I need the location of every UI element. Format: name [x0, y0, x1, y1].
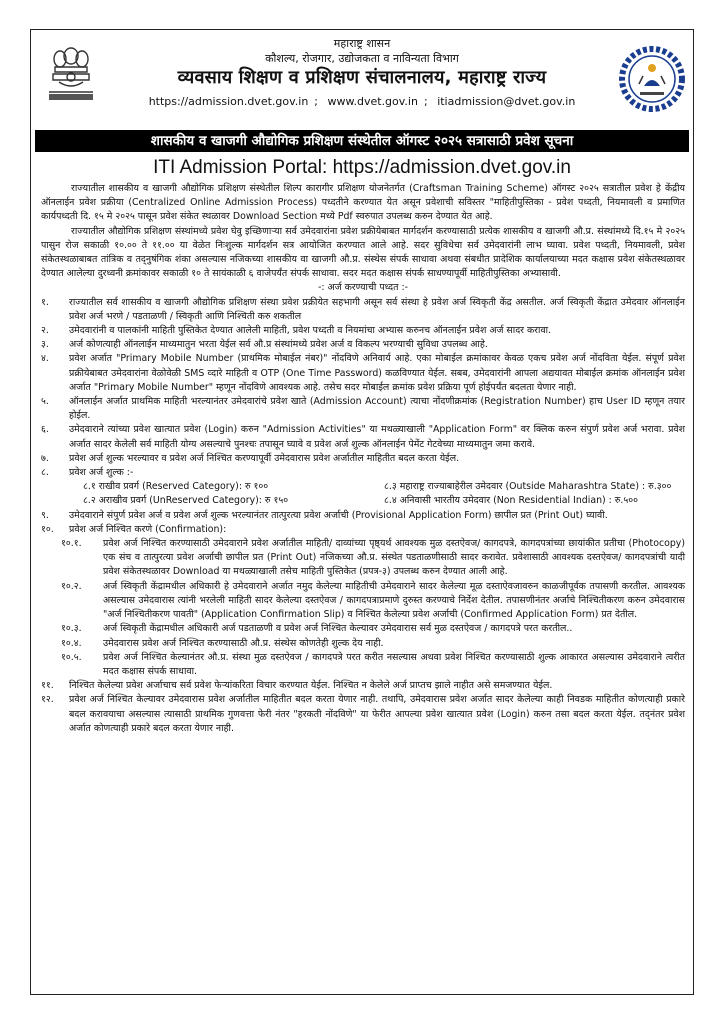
item-text: ऑनलाईन अर्जात प्राथमिक माहिती भरल्यानंतर उमेदवारांचे प्रवेश खाते (Admission Account) त्याचा नोंदणीक्रमांक (Registration Number) हाच User ID म्हणून तयार होईल. [69, 396, 685, 422]
list-item [41, 352, 685, 395]
contact-links [121, 94, 603, 110]
item-text: प्रवेश अर्ज निश्चित करणे (Confirmation): [69, 523, 227, 535]
guidance-paragraph: राज्यातील औद्योगिक प्रशिक्षण संस्थांमध्ये प्रवेश घेवु इच्छिणाऱ्या सर्व उमेदवारांना प्रवेश प्रक्रीयेबाबत मार्गदर्शन करण्यासाठी प्रत्येक शासकीय व खाजगी औ.प्र. संस्थांमध्ये दि.१५ मे २०२५ पासुन रोज सकाळी १०.०० ते ११.०० या वेळेत निःशुल्क मार्गदर्शन सत्र आयोजित करण्यात आले आहे. सदर सुविधेचा सर्व उमेदवारांनी लाभ घ्यावा. प्रवेश पध्दती, नियमावली, प्रवेश संकेतस्थळाबाबत तांत्रिक व तद्नुषंगिक शंका असल्यास नजिकच्या शासकीय वा खाजगी औ.प्र. संस्थेस संपर्क साधावा अथवा संबधीत प्रादेशिक कार्यालयाच्या मदत कक्षास प्रवेश संकेतस्थळावर देण्यात आलेल्या दुरध्वनी क्रमांकावर सकाळी १० ते सायंकाळी ६ वाजेपर्यंत संपर्क साधावा. सदर मदत कक्षास संपर्क साधण्यापूर्वी माहितीपुस्तिका अभ्यासावी. [41, 225, 685, 280]
item-text: राज्यातील सर्व शासकीय व खाजगी औद्योगिक प्रशिक्षण संस्था प्रवेश प्रक्रीयेत सहभागी असून सर्व संस्था हे प्रवेश अर्ज स्विकृती केंद्र असतील. अर्ज स्विकृती केंद्रात उमेदवार ऑनलाईन प्रवेश अर्ज भरणे / पडताळणी / स्विकृती आणि निश्चिती करु शकतील [69, 296, 685, 322]
dvet-link[interactable]: www.dvet.gov.in [327, 95, 418, 108]
sub-item-text: अर्ज स्विकृती केंद्रामधील अधिकारी हे उमेदवाराने अर्जात नमुद केलेल्या माहितीची उमेदवाराने सादर केलेल्या मूळ दस्ताऐवजावरुन काळजीपूर्वक तपासणी करतील. आवश्यक असल्यास उमेदवारास त्यांनी भरलेली माहिती सादर केलेल्या दस्तऐवज / कागदपत्राप्रमाणे दुरुस्त करण्याचे निर्देश देतील. तपासणीनंतर अर्जाचे निश्चितीकरण करुन उमेदवारास "अर्ज निश्चितीकरण पावती" (Application Confirmation Slip) व निश्चित केलेल्या प्रवेश अर्जाची (Confirmed Application Form) प्रत देतील. [103, 580, 685, 621]
item-number: १. [41, 296, 49, 308]
item-number: ८. [41, 467, 49, 479]
method-heading: -: अर्ज करण्याची पध्दत :- [317, 282, 409, 294]
list-item [41, 466, 685, 480]
department-name: कौशल्य, रोजगार, उद्योजकता व नाविन्यता विभाग [265, 52, 459, 65]
sub-item-number: १०.१. [61, 538, 82, 550]
state-emblem-icon [43, 42, 99, 106]
list-item [41, 324, 685, 338]
sub-item-text: प्रवेश अर्ज निश्चित करण्यासाठी उमेदवाराने प्रवेश अर्जातील माहिती/ दाव्यांच्या पृष्ठ्यर्थ आवश्यक मुळ दस्तऐवज/ कागदपत्रे, कागदपत्रांच्या छायांकीत प्रतीचा (Photocopy) एक संच व तात्पुरत्या प्रवेश अर्जाची छापील प्रत (Print Out) नजिकच्या औ.प्र. संस्थेत पडताळणीसाठी सादर करावेत. प्रवेशासाठी आवश्यक दस्तऐवज/ कागदपत्रांची यादी प्रवेश संकेतस्थळावर Download या मथळ्याखाली तसेच माहिती पुस्तिकेत (प्रपत्र-३) उपलब्ध करुन देण्यात आली आहे. [103, 538, 685, 578]
sub-list-item [41, 537, 685, 580]
list-item [41, 679, 685, 693]
sub-item-number: १०.३. [61, 623, 82, 635]
sub-item-text: उमेदवारास प्रवेश अर्ज निश्चित करण्यासाठी औ.प्र. संस्थेस कोणतेही शुल्क देय नाही. [103, 637, 384, 649]
fee-nri: ८.४ अनिवासी भारतीय उमेदवार (Non Residential Indian) : रु.५०० [384, 495, 638, 507]
admission-link[interactable]: https://admission.dvet.gov.in [148, 95, 309, 108]
fee-reserved: ८.१ राखीव प्रवर्ग (Reserved Category): रु १०० [83, 481, 269, 493]
fee-outside-state: ८.३ महाराष्ट्र राज्याबाहेरील उमेदवार (Outside Maharashtra State) : रु.३०० [384, 481, 672, 493]
list-item [41, 452, 685, 466]
item-number: ११. [41, 680, 54, 692]
sub-list-item [41, 622, 685, 636]
item-number: ४. [41, 353, 49, 365]
notice-title-banner: शासकीय व खाजगी औद्योगिक प्रशिक्षण संस्थेतील ऑगस्ट २०२५ सत्रासाठी प्रवेश सूचना [35, 130, 689, 152]
list-item [41, 296, 685, 324]
list-item [41, 509, 685, 523]
notice-page [30, 29, 694, 995]
email-link[interactable]: itiadmission@dvet.gov.in [437, 95, 576, 108]
item-text: प्रवेश अर्ज निश्चित केल्यावर उमेदवारास प्रवेश अर्जातील माहितीत बदल करता येणार नाही. तथापि, उमेदवारास प्रवेश अर्जात सादर केलेल्या काही निवडक माहितीत कोणत्याही प्रकारे बदल करावयाचा असल्यास त्यासाठी प्राथमिक गुणवत्ता फेरी नंतर "हरकती नोंदविणे" या फेरीत आपल्या प्रवेश खात्यात प्रवेश (Login) करुन तसा बदल करता येईल. तद्नंतर प्रवेश अर्जात कोणत्याही प्रकारे बदल करता येणार नाही. [69, 694, 685, 734]
item-number: ५. [41, 396, 49, 408]
item-text: निश्चित केलेल्या प्रवेश अर्जाचाच सर्व प्रवेश फेऱ्यांकरिता विचार करण्यात येईल. निश्चित न केलेले अर्ज प्राप्तच झाले नाहीत असे समजण्यात येईल. [69, 680, 553, 692]
item-text: प्रवेश अर्जात "Primary Mobile Number (प्राथमिक मोबाईल नंबर)" नोंदविणे अनिवार्य आहे. एका मोबाईल क्रमांकावर केवळ एकच प्रवेश अर्ज नोंदविता येईल. संपूर्ण प्रवेश प्रक्रीयेबाबत उमेदवारांना वेळोवेळी SMS व्दारे माहिती व OTP (One Time Password) कळविण्यात येईल. सबब, उमेदवारांनी आपला अद्ययावत मोबाईल क्रमांक ऑनलाईन प्रवेश अर्जात "Primary Mobile Number" म्हणून नोंदविणे आवश्यक आहे. तसेच सदर मोबाईल क्रमांक प्रवेश प्रक्रिया पूर्ण होईपर्यंत बदलता येणार नाही. [69, 353, 685, 393]
list-item [41, 423, 685, 451]
sub-item-number: १०.५. [61, 651, 82, 663]
notice-header [31, 30, 693, 128]
item-number: ९. [41, 509, 49, 521]
item-number: ६. [41, 424, 49, 436]
item-number: २. [41, 325, 49, 337]
item-number: १०. [41, 523, 54, 535]
item-text: उमेदवारांनी व पालकांनी माहिती पुस्तिकेत देण्यात आलेली माहिती, प्रवेश पध्दती व नियमांचा अभ्यास करुनच ऑनलाईन प्रवेश अर्ज सादर करावा. [69, 325, 552, 337]
sub-list-item [41, 637, 685, 651]
item-text: उमेदवाराने संपुर्ण प्रवेश अर्ज व प्रवेश अर्ज शुल्क भरल्यानंतर तात्पुरत्या प्रवेश अर्जाची (Provisional Application Form) छापील प्रत (Print Out) घ्यावी. [69, 509, 608, 521]
item-text: उमेदवाराने त्यांच्या प्रवेश खात्यात प्रवेश (Login) करुन "Admission Activities" या मथळ्याखाली "Application Form" वर क्लिक करुन संपुर्ण प्रवेश अर्ज भरावा. प्रवेश अर्जात सादर केलेली सर्व माहिती योग्य असल्याचे पुनश्चः तपासून घ्यावे व प्रवेश अर्ज शुल्क ऑनलाईन पेमेंट गेटवेच्या माध्यमातुन जमा करावे. [69, 424, 685, 450]
list-item [41, 693, 685, 736]
separator: ; [423, 95, 428, 108]
sub-item-text: प्रवेश अर्ज निश्चित केल्यानंतर औ.प्र. संस्था मुळ दस्तऐवज / कागदपत्रे परत करीत नसल्यास अथवा प्रवेश निश्चित करण्यासाठी शुल्क आकारत असल्यास उमेदवाराने त्वरीत मदत कक्षास संपर्क साधावा. [103, 651, 685, 677]
intro-paragraph: राज्यातील शासकीय व खाजगी औद्योगिक प्रशिक्षण संस्थेतील शिल्प कारागीर प्रशिक्षण योजनेतर्गत (Craftsman Training Scheme) ऑगस्ट २०२५ सत्रातील प्रवेश हे केंद्रीय ऑनलाईन प्रवेश प्रक्रीया (Centralized Online Admission Process) पध्दतीने करण्यात येत असून प्रवेशाची सविस्तर "माहितीपुस्तिका - प्रवेश पध्दती, नियमावली व प्रमाणित कार्यपध्दती दि. १५ मे २०२५ पासून प्रवेश संकेत स्थळावर Download Section मध्ये Pdf स्वरुपात उपलब्ध करुन देण्यात येत आहे. [41, 183, 685, 223]
item-text: प्रवेश अर्ज शुल्क भरल्यावर व प्रवेश अर्ज निश्चित करण्यापूर्वी उमेदवारास प्रवेश अर्जातील माहितीत बदल करता येईल. [69, 452, 460, 464]
directorate-name: व्यवसाय शिक्षण व प्रशिक्षण संचालनालय, महाराष्ट्र राज्य [177, 67, 547, 88]
item-text: अर्ज कोणत्याही ऑनलाईन माध्यमातुन भरता येईल सर्व औ.प्र संस्थांमध्ये प्रवेश अर्ज व विकल्प भरण्याची सुविधा उपलब्ध आहे. [69, 339, 488, 351]
list-item [41, 523, 685, 537]
government-name: महाराष्ट्र शासन [333, 37, 391, 50]
item-number: ३. [41, 339, 49, 351]
item-number: ७. [41, 452, 49, 464]
list-item [41, 395, 685, 423]
separator: ; [314, 95, 319, 108]
sub-item-number: १०.४. [61, 637, 82, 649]
sub-item-number: १०.२. [61, 580, 82, 592]
dvet-logo-icon [619, 46, 685, 112]
fee-table [41, 480, 685, 508]
notice-body [31, 182, 693, 736]
list-item [41, 338, 685, 352]
sub-item-text: अर्ज स्विकृती केंद्रामधील अधिकारी अर्ज पडताळणी व प्रवेश अर्ज निश्चित केल्यावर उमेदवारास सर्व मुळ दस्तऐवज / कागदपत्रे परत करतील.. [103, 623, 573, 635]
fee-unreserved: ८.२ अराखीव प्रवर्ग (UnReserved Category): रु १५० [83, 495, 289, 507]
item-number: १२. [41, 694, 54, 706]
sub-list-item [41, 651, 685, 679]
sub-list-item [41, 580, 685, 623]
portal-url[interactable]: ITI Admission Portal: https://admission.dvet.gov.in [153, 157, 571, 178]
item-text: प्रवेश अर्ज शुल्क :- [69, 467, 134, 479]
